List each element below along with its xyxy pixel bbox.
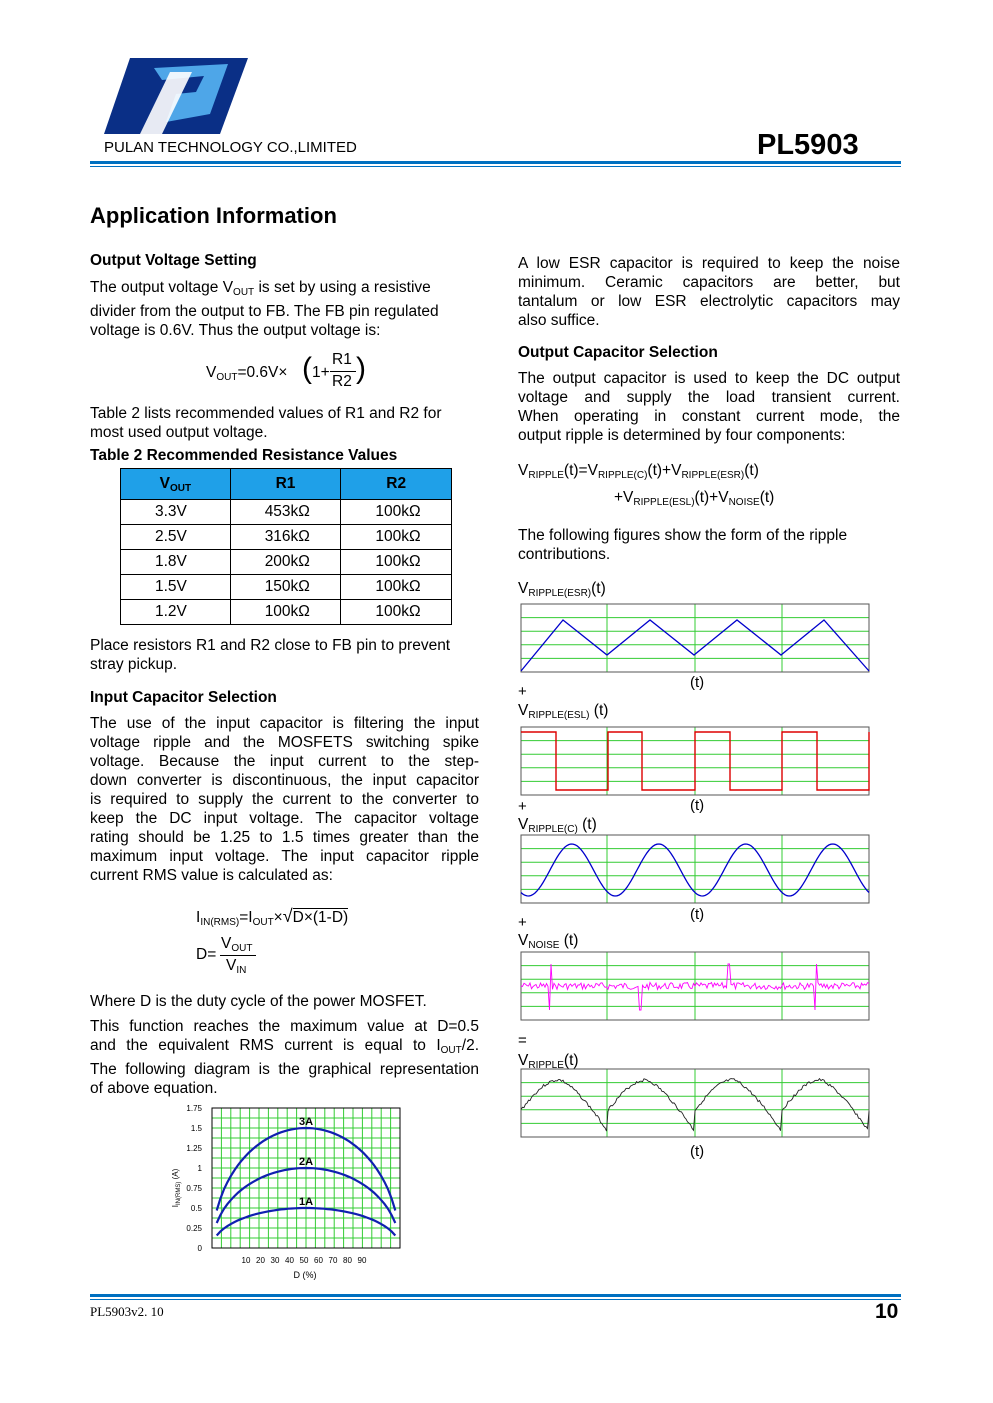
curve-label: 2A	[298, 1156, 314, 1168]
table-cell: 2.5V	[121, 525, 231, 550]
label-vnoise: $V_{NOISE}$ (t)	[518, 932, 579, 951]
x-tick-label: 70	[328, 1256, 338, 1265]
plus-sign-2: +	[518, 798, 527, 815]
vout-equation: $V_{OUT}=0.6V\times$	[206, 364, 288, 383]
table-cell: 1.2V	[121, 600, 231, 625]
resistance-table	[120, 468, 452, 625]
eq-r2: R2	[332, 373, 352, 390]
table-header-r1: R1	[230, 469, 341, 500]
esl-ripple-waveform	[520, 726, 870, 796]
table-header-r2: R2	[341, 469, 452, 500]
iin-equation: $I_{IN(RMS)}=I_{OUT}\times√D\times(1-D)$	[196, 906, 349, 928]
plus-sign-1: +	[518, 683, 527, 700]
plus-sign-3: +	[518, 914, 527, 931]
page-number: 10	[875, 1300, 899, 1323]
label-vripple-c: $V_{RIPPLE(C)}$ (t)	[518, 816, 597, 835]
y-tick-label: 0.5	[190, 1204, 202, 1213]
curve-label: 1A	[298, 1196, 314, 1208]
y-tick-label: 1.25	[186, 1144, 202, 1153]
table-cell: 100kΩ	[341, 600, 452, 625]
product-name: PL5903	[757, 129, 859, 161]
document-version: PL5903v2. 10	[90, 1304, 164, 1319]
esr-paragraph: A low ESR capacitor is required to keep the noise minimum. Ceramic capacitors are better, but tantalum or low ESR electrolytic capacitors may also suffice.	[518, 255, 900, 329]
x-tick-label: 80	[343, 1256, 352, 1265]
input-capacitor-paragraph: The use of the input capacitor is filtering the input voltage ripple and the MOSFETS switching spike voltage. Because the input current to the step- down converter is discontinuous, the input capacitor is required to supply the current to the converter to keep the DC input voltage. The capacitor voltage rating should be 1.25 to 1.5 times greater than the maximum input voltage. The input capacitor ripple current RMS value is calculated as:	[90, 715, 479, 884]
equals-sign: =	[518, 1032, 527, 1049]
table-header-row	[121, 469, 452, 500]
esr-ripple-waveform	[520, 603, 870, 673]
output-voltage-title: Output Voltage Setting	[90, 252, 257, 269]
eq-d-denominator: $V_{IN}$	[226, 957, 247, 976]
table-row	[121, 525, 452, 550]
noise-waveform	[520, 951, 870, 1021]
x-tick-label: 10	[241, 1256, 251, 1265]
x-tick-label: 50	[299, 1256, 309, 1265]
output-capacitor-paragraph: The output capacitor is used to keep the DC output voltage and supply the load transient current. When operating in constant current mode, the output ripple is determined by four components:	[518, 370, 900, 444]
table-intro: Table 2 lists recommended values of R1 and R2 for most used output voltage.	[90, 405, 442, 441]
table-cell: 1.5V	[121, 575, 231, 600]
y-tick-label: 0	[197, 1244, 202, 1253]
fraction-bar	[330, 371, 356, 372]
table-cell: 150kΩ	[230, 575, 341, 600]
d-fraction-bar	[220, 955, 256, 956]
duty-cycle-note: Where D is the duty cycle of the power MOSFET.	[90, 993, 427, 1010]
x-tick-label: 20	[256, 1256, 265, 1265]
table-cell: 3.3V	[121, 500, 231, 525]
y-tick-label: 1	[197, 1164, 202, 1173]
input-capacitor-title: Input Capacitor Selection	[90, 689, 277, 706]
table-cell: 316kΩ	[230, 525, 341, 550]
paren-right: )	[356, 352, 366, 385]
x-tick-label: 60	[314, 1256, 323, 1265]
pulan-logo	[100, 52, 248, 144]
table-row	[121, 550, 452, 575]
table-cell: 100kΩ	[230, 600, 341, 625]
eq-one-plus: 1+	[312, 364, 330, 381]
header-rule-thin	[90, 166, 901, 167]
x-axis-label: D (%)	[293, 1270, 317, 1280]
ripple-equation-line1: $V_{RIPPLE}(t)=V_{RIPPLE(C)}(t)+V_{RIPPLE(ESR)}(t)$	[518, 462, 759, 481]
table-cell: 100kΩ	[341, 500, 452, 525]
y-tick-label: 1.75	[186, 1104, 202, 1113]
table-cell: 100kΩ	[341, 575, 452, 600]
eq-d-numerator: $V_{OUT}$	[221, 935, 253, 954]
x-tick-label: 90	[357, 1256, 367, 1265]
function-paragraph: This function reaches the maximum value at D=0.5 and the equivalent RMS current is equal to $I_{OUT}/2$. The following diagram is the graphical representation of above equation.	[90, 1018, 479, 1097]
table-cell: 100kΩ	[341, 550, 452, 575]
eq-d: D=	[196, 946, 217, 963]
y-tick-label: 0.75	[186, 1184, 202, 1193]
t-label-c: (t)	[690, 906, 705, 923]
t-label-esr: (t)	[690, 674, 705, 691]
curve-label: 3A	[298, 1116, 314, 1128]
table-cell: 200kΩ	[230, 550, 341, 575]
output-capacitor-title: Output Capacitor Selection	[518, 344, 718, 361]
total-ripple-waveform	[520, 1068, 870, 1138]
ripple-equation-line2: $+V_{RIPPLE(ESL)}(t)+V_{NOISE}(t)$	[614, 489, 775, 508]
label-vripple-esr: $V_{RIPPLE(ESR)}(t)$	[518, 580, 606, 599]
footer-rule	[90, 1294, 901, 1297]
paren-left: (	[302, 352, 312, 385]
capacitor-ripple-waveform	[520, 834, 870, 904]
iin-rms-chart	[160, 1096, 420, 1280]
table-cell: 100kΩ	[341, 525, 452, 550]
x-tick-label: 30	[270, 1256, 280, 1265]
output-voltage-paragraph: The output voltage $V_{OUT}$ is set by using a resistive divider from the output to FB. The FB pin regulated voltage is 0.6V. Thus the output voltage is:	[90, 279, 439, 339]
eq-r1: R1	[332, 351, 352, 368]
placement-note: Place resistors R1 and R2 close to FB pin to prevent stray pickup.	[90, 637, 451, 673]
sqrt-sign: √	[282, 906, 293, 926]
table-header-vout: $V_{OUT}$	[121, 469, 231, 500]
section-title: Application Information	[90, 203, 337, 228]
label-vripple-esl: $V_{RIPPLE(ESL)}$ (t)	[518, 702, 609, 721]
y-tick-label: 1.5	[190, 1124, 202, 1133]
t-label-ripple: (t)	[690, 1143, 705, 1160]
table-cell: 453kΩ	[230, 500, 341, 525]
table-cell: 1.8V	[121, 550, 231, 575]
table-row	[121, 500, 452, 525]
table-caption: Table 2 Recommended Resistance Values	[90, 447, 398, 464]
x-tick-label: 40	[285, 1256, 294, 1265]
header-rule	[90, 161, 901, 164]
label-vripple-total: $V_{RIPPLE}(t)$	[518, 1052, 579, 1071]
figures-intro: The following figures show the form of the ripple contributions.	[518, 527, 848, 563]
table-row	[121, 600, 452, 625]
company-name: PULAN TECHNOLOGY CO.,LIMITED	[104, 139, 357, 156]
y-axis-label: $I_{IN(RMS)}$ (A)	[171, 1168, 182, 1208]
t-label-esl: (t)	[690, 797, 705, 814]
y-tick-label: 0.25	[186, 1224, 202, 1233]
footer-rule-thin	[90, 1299, 901, 1300]
table-row	[121, 575, 452, 600]
